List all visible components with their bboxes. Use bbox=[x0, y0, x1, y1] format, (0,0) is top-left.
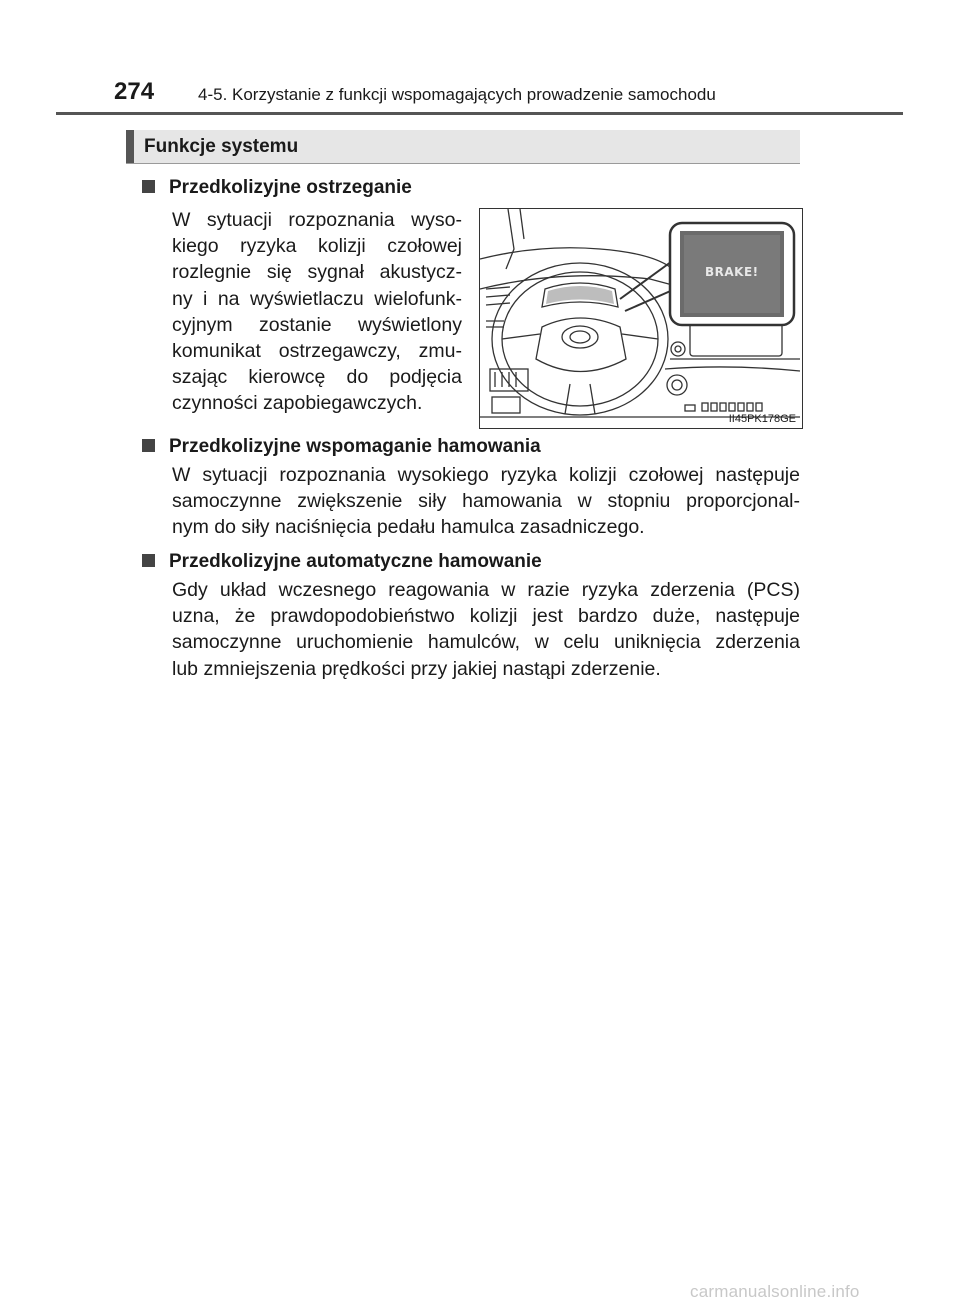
text-line: czynności zapobiegawczych. bbox=[172, 392, 423, 415]
page-number: 274 bbox=[114, 78, 155, 105]
text-line: W sytuacji rozpoznania wyso- bbox=[172, 209, 462, 231]
dashboard-illustration bbox=[479, 208, 803, 429]
chapter-title: 4-5. Korzystanie z funkcji wspomagających prowadzenie samochodu bbox=[198, 85, 716, 104]
figure-code: II45PK178GE bbox=[728, 413, 796, 425]
text-line: komunikat ostrzegawczy, zmu- bbox=[172, 340, 462, 363]
text-line: kiego ryzyka kolizji czołowej bbox=[172, 235, 462, 258]
item-heading-brake-assist bbox=[142, 436, 541, 458]
text-line: lub zmniejszenia prędkości przy jakiej nastąpi zderzenie. bbox=[172, 657, 661, 680]
item-text-brake-assist bbox=[172, 462, 800, 541]
watermark: carmanualsonline.info bbox=[690, 1282, 860, 1301]
text-line: cyjnym zostanie wyświetlony bbox=[172, 313, 462, 336]
text-line: nym do siły naciśnięcia pedału hamulca zasadniczego. bbox=[172, 516, 645, 539]
square-bullet-icon bbox=[142, 439, 155, 452]
text-line: samoczynne zwiększenie siły hamowania w stopniu proporcjonal- bbox=[172, 490, 800, 513]
text-line: Gdy układ wczesnego reagowania w razie ryzyka zderzenia (PCS) bbox=[172, 579, 800, 601]
square-bullet-icon bbox=[142, 554, 155, 567]
section-title-bar bbox=[126, 130, 800, 164]
item-heading-text: Przedkolizyjne wspomaganie hamowania bbox=[169, 436, 541, 457]
item-text-warning bbox=[172, 207, 462, 417]
item-heading-text: Przedkolizyjne automatyczne hamowanie bbox=[169, 551, 542, 572]
item-text-auto-brake bbox=[172, 577, 800, 682]
brake-message: BRAKE! bbox=[705, 265, 759, 279]
text-line: W sytuacji rozpoznania wysokiego ryzyka kolizji czołowej następuje bbox=[172, 464, 800, 486]
text-line: uzna, że prawdopodobieństwo kolizji jest bardzo duże, następuje bbox=[172, 605, 800, 628]
text-line: samoczynne uruchomienie hamulców, w celu uniknięcia zderzenia bbox=[172, 631, 800, 654]
item-heading-warning bbox=[142, 177, 412, 199]
text-line: szając kierowcę do podjęcia bbox=[172, 366, 462, 389]
dashboard-drawing bbox=[480, 209, 802, 428]
section-title: Funkcje systemu bbox=[144, 136, 299, 157]
item-heading-auto-brake bbox=[142, 551, 542, 573]
text-line: rozlegnie się sygnał akustycz- bbox=[172, 261, 462, 284]
header-rule bbox=[56, 112, 903, 115]
square-bullet-icon bbox=[142, 180, 155, 193]
section-accent bbox=[126, 130, 134, 163]
item-heading-text: Przedkolizyjne ostrzeganie bbox=[169, 177, 412, 198]
text-line: ny i na wyświetlaczu wielofunk- bbox=[172, 287, 462, 310]
